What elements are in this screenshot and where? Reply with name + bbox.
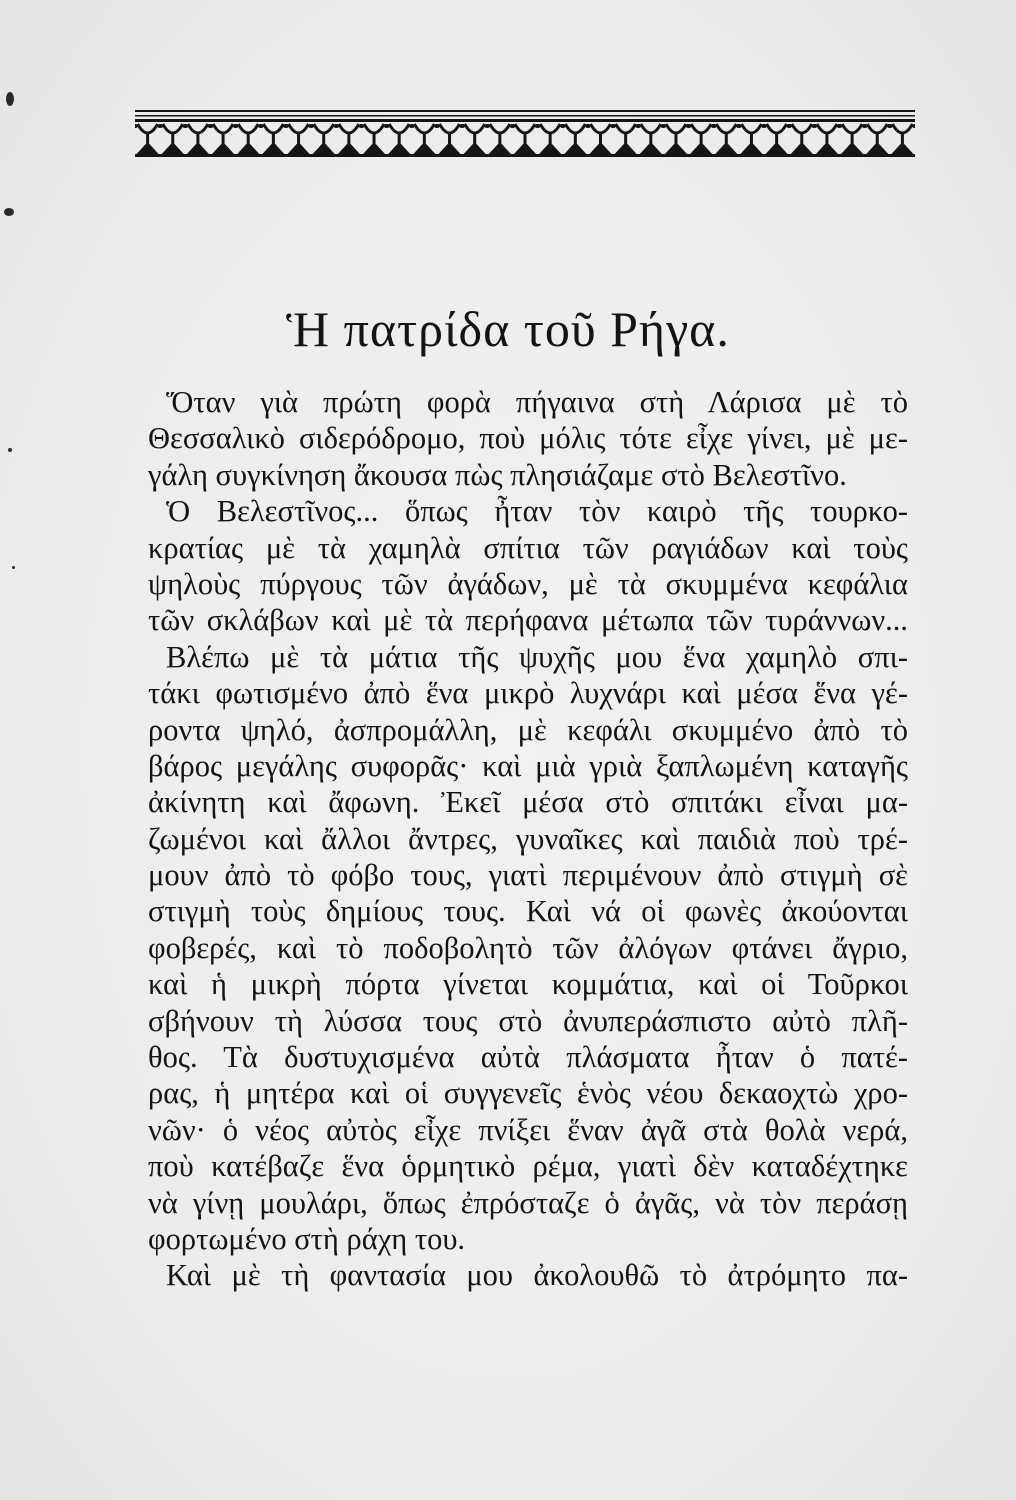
ink-speck bbox=[12, 566, 15, 569]
ornament-motif-icon bbox=[385, 124, 413, 154]
text-line: βάρος μεγάλης συφορᾶς· καὶ μιὰ γριὰ ξαπλωμένη καταγῆς bbox=[148, 748, 908, 783]
ink-speck bbox=[8, 448, 12, 452]
ornament-motif-icon bbox=[511, 124, 539, 154]
text-line: μουν ἀπὸ τὸ φόβο τους, γιατὶ περιμένουν ἀπὸ στιγμὴ σὲ bbox=[148, 858, 908, 893]
ornament-motif-icon bbox=[788, 124, 816, 154]
ornament-motif-icon bbox=[888, 124, 915, 154]
text-line: Ὁ Βελεστῖνος... ὅπως ἦταν τὸν καιρὸ τῆς τουρκο- bbox=[166, 494, 908, 529]
ornament-motif-icon bbox=[486, 124, 514, 154]
text-line: στιγμὴ τοὺς δημίους τους. Καὶ νά οἱ φωνὲς ἀκούονται bbox=[148, 894, 908, 929]
ornament-pattern-icon bbox=[135, 108, 915, 160]
ornament-motif-icon bbox=[410, 124, 438, 154]
text-line: ρας, ἡ μητέρα καὶ οἱ συγγενεῖς ἑνὸς νέου δεκαοχτὼ χρο- bbox=[148, 1076, 908, 1111]
text-line: νὰ γίνῃ μουλάρι, ὅπως ἐπρόσταζε ὁ ἀγᾶς, νὰ τὸν περάσῃ bbox=[148, 1185, 908, 1220]
ornament-motif-icon bbox=[863, 124, 891, 154]
text-line: κρατίας μὲ τὰ χαμηλὰ σπίτια τῶν ραγιάδων καὶ τοὺς bbox=[148, 530, 908, 565]
ornament-motif-icon bbox=[310, 124, 338, 154]
ornament-motif-icon bbox=[838, 124, 866, 154]
text-line: καὶ ἡ μικρὴ πόρτα γίνεται κομμάτια, καὶ οἱ Τοῦρκοι bbox=[148, 967, 908, 1002]
ornament-motif-icon bbox=[662, 124, 690, 154]
ornament-motif-icon bbox=[360, 124, 388, 154]
ornament-motif-icon bbox=[561, 124, 589, 154]
ornament-motif-icon bbox=[259, 124, 287, 154]
text-line: φοβερές, καὶ τὸ ποδοβολητὸ τῶν ἀλόγων φτάνει ἄγριο, bbox=[148, 930, 908, 965]
ornament-motif-icon bbox=[335, 124, 363, 154]
text-line: ζωμένοι καὶ ἄλλοι ἄντρες, γυναῖκες καὶ παιδιὰ ποὺ τρέ- bbox=[148, 821, 908, 856]
ornament-motif-icon bbox=[285, 124, 313, 154]
text-line: Καὶ μὲ τὴ φαντασία μου ἀκολουθῶ τὸ ἀτρόμητο πα- bbox=[166, 1258, 908, 1293]
ornament-motif-icon bbox=[687, 124, 715, 154]
ornament-motif-icon bbox=[209, 124, 237, 154]
ornament-motif-icon bbox=[763, 124, 791, 154]
ornament-motif-icon bbox=[234, 124, 262, 154]
text-line: ψηλοὺς πύργους τῶν ἀγάδων, μὲ τὰ σκυμμένα κεφάλια bbox=[148, 566, 908, 601]
text-line: τῶν σκλάβων καὶ μὲ τὰ περήφανα μέτωπα τῶν τυράννων... bbox=[148, 603, 908, 638]
ornament-motif-icon bbox=[586, 124, 614, 154]
ornament-motif-icon bbox=[813, 124, 841, 154]
text-line: σβήνουν τὴ λύσσα τους στὸ ἀνυπεράσπιστο αὐτὸ πλῆ- bbox=[148, 1003, 908, 1038]
ornament-motif-icon bbox=[737, 124, 765, 154]
text-line: ροντα ψηλό, ἀσπρομάλλη, μὲ κεφάλι σκυμμένο ἀπὸ τὸ bbox=[148, 712, 908, 747]
ornament-motif-icon bbox=[436, 124, 464, 154]
decorative-header-border bbox=[135, 108, 915, 160]
ornament-motif-icon bbox=[135, 124, 162, 154]
ink-speck bbox=[4, 208, 14, 216]
text-line: Ὅταν γιὰ πρώτη φορὰ πήγαινα στὴ Λάρισα μὲ τὸ bbox=[166, 385, 908, 419]
text-line: Θεσσαλικὸ σιδερόδρομο, ποὺ μόλις τότε εἶχε γίνει, μὲ με- bbox=[148, 421, 908, 456]
text-line: φορτωμένο στὴ ράχη του. bbox=[148, 1221, 466, 1256]
ornament-motif-icon bbox=[461, 124, 489, 154]
ornament-motif-icon bbox=[536, 124, 564, 154]
text-line: Βλέπω μὲ τὰ μάτια τῆς ψυχῆς μου ἕνα χαμηλὸ σπι- bbox=[166, 639, 908, 674]
ornament-motif-icon bbox=[184, 124, 212, 154]
ornament-motif-icon bbox=[159, 124, 187, 154]
text-line: θος. Τὰ δυστυχισμένα αὐτὰ πλάσματα ἦταν ὁ πατέ- bbox=[148, 1040, 908, 1075]
ornament-motif-icon bbox=[712, 124, 740, 154]
ornament-motif-icon bbox=[637, 124, 665, 154]
ornament-motif-icon bbox=[612, 124, 640, 154]
text-line: νῶν· ὁ νέος αὐτὸς εἶχε πνίξει ἕναν ἀγᾶ στὰ θολὰ νερά, bbox=[148, 1112, 908, 1147]
ink-speck bbox=[6, 92, 14, 106]
text-line: γάλη συγκίνηση ἄκουσα πὼς πλησιάζαμε στὸ Βελεστῖνο. bbox=[148, 457, 847, 492]
text-line: τάκι φωτισμένο ἀπὸ ἕνα μικρὸ λυχνάρι καὶ μέσα ἕνα γέ- bbox=[148, 676, 908, 711]
body-text bbox=[148, 384, 908, 1294]
text-line: ποὺ κατέβαζε ἕνα ὁρμητικὸ ρέμα, γιατὶ δὲν καταδέχτηκε bbox=[148, 1149, 908, 1184]
page-title: Ἡ πατρίδα τοῦ Ρήγα. bbox=[286, 301, 730, 357]
text-line: ἀκίνητη καὶ ἄφωνη. Ἐκεῖ μέσα στὸ σπιτάκι εἶναι μα- bbox=[148, 785, 908, 820]
